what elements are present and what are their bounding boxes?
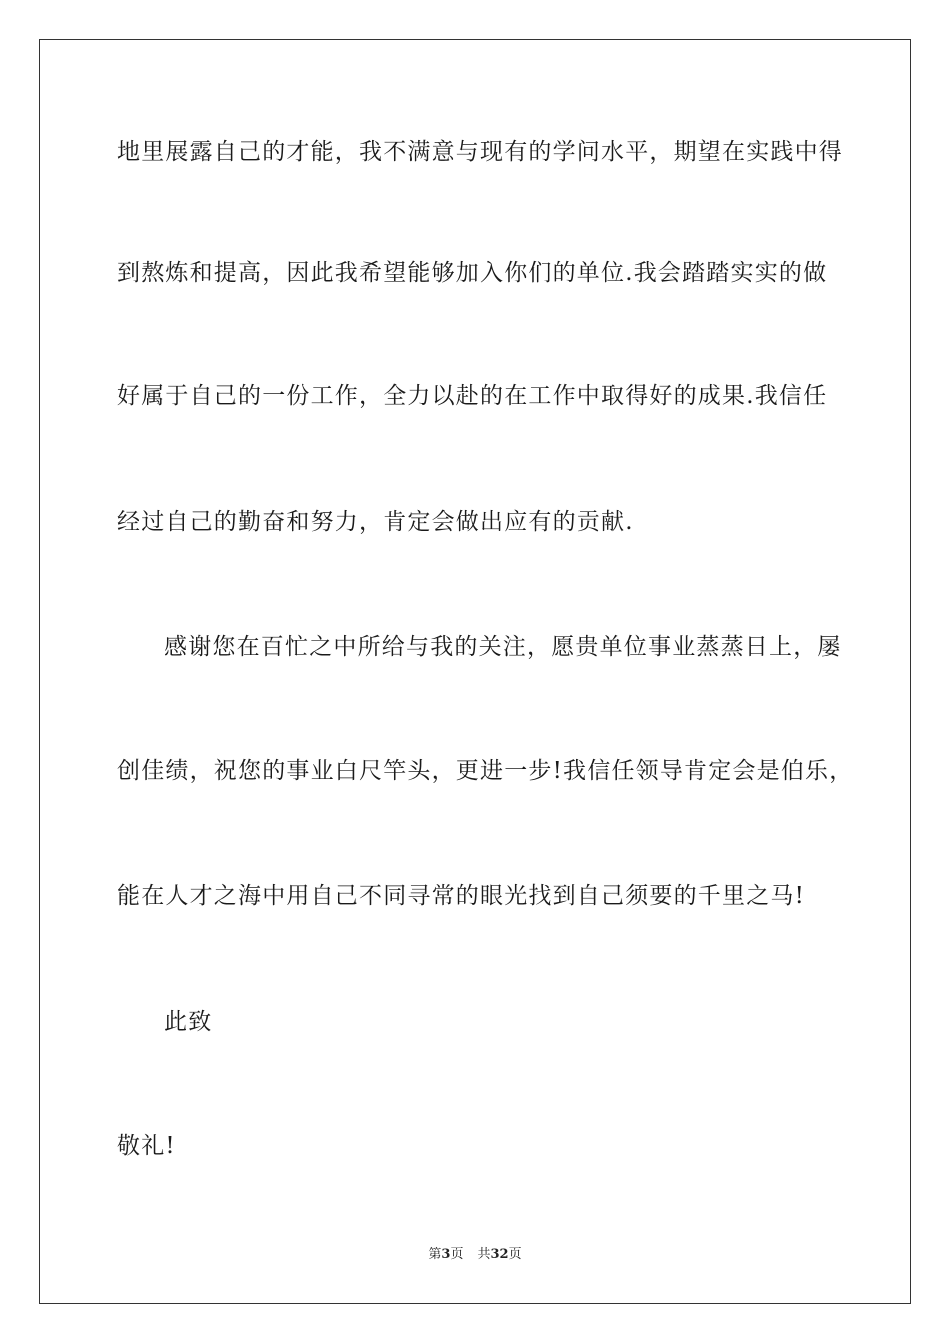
body-text-line-1: 地里展露自己的才能，我不满意与现有的学问水平，期望在实践中得: [117, 139, 843, 165]
closing-paragraph-line-3: 能在人才之海中用自己不同寻常的眼光找到自己须要的千里之马!: [117, 883, 806, 909]
total-suffix: 页: [508, 1247, 522, 1262]
page-suffix: 页: [450, 1247, 464, 1262]
body-text-line-2: 到熬炼和提高，因此我希望能够加入你们的单位.我会踏踏实实的做: [117, 260, 828, 286]
closing-paragraph-line-1: 感谢您在百忙之中所给与我的关注，愿贵单位事业蒸蒸日上，屡: [164, 634, 842, 660]
salutation-cizhi: 此致: [164, 1009, 213, 1035]
salutation-jingli: 敬礼!: [117, 1133, 176, 1159]
page-number: 3: [441, 1247, 451, 1262]
page-prefix: 第: [428, 1247, 442, 1262]
total-pages: 32: [490, 1247, 509, 1262]
page-footer: [0, 1246, 950, 1264]
page-border: [39, 39, 911, 1304]
total-prefix: 共: [477, 1247, 491, 1262]
body-text-line-3: 好属于自己的一份工作，全力以赴的在工作中取得好的成果.我信任: [117, 383, 828, 409]
body-text-line-4: 经过自己的勤奋和努力，肯定会做出应有的贡献.: [117, 509, 634, 535]
closing-paragraph-line-2: 创佳绩，祝您的事业白尺竿头，更进一步!我信任领导肯定会是伯乐，: [117, 758, 854, 784]
